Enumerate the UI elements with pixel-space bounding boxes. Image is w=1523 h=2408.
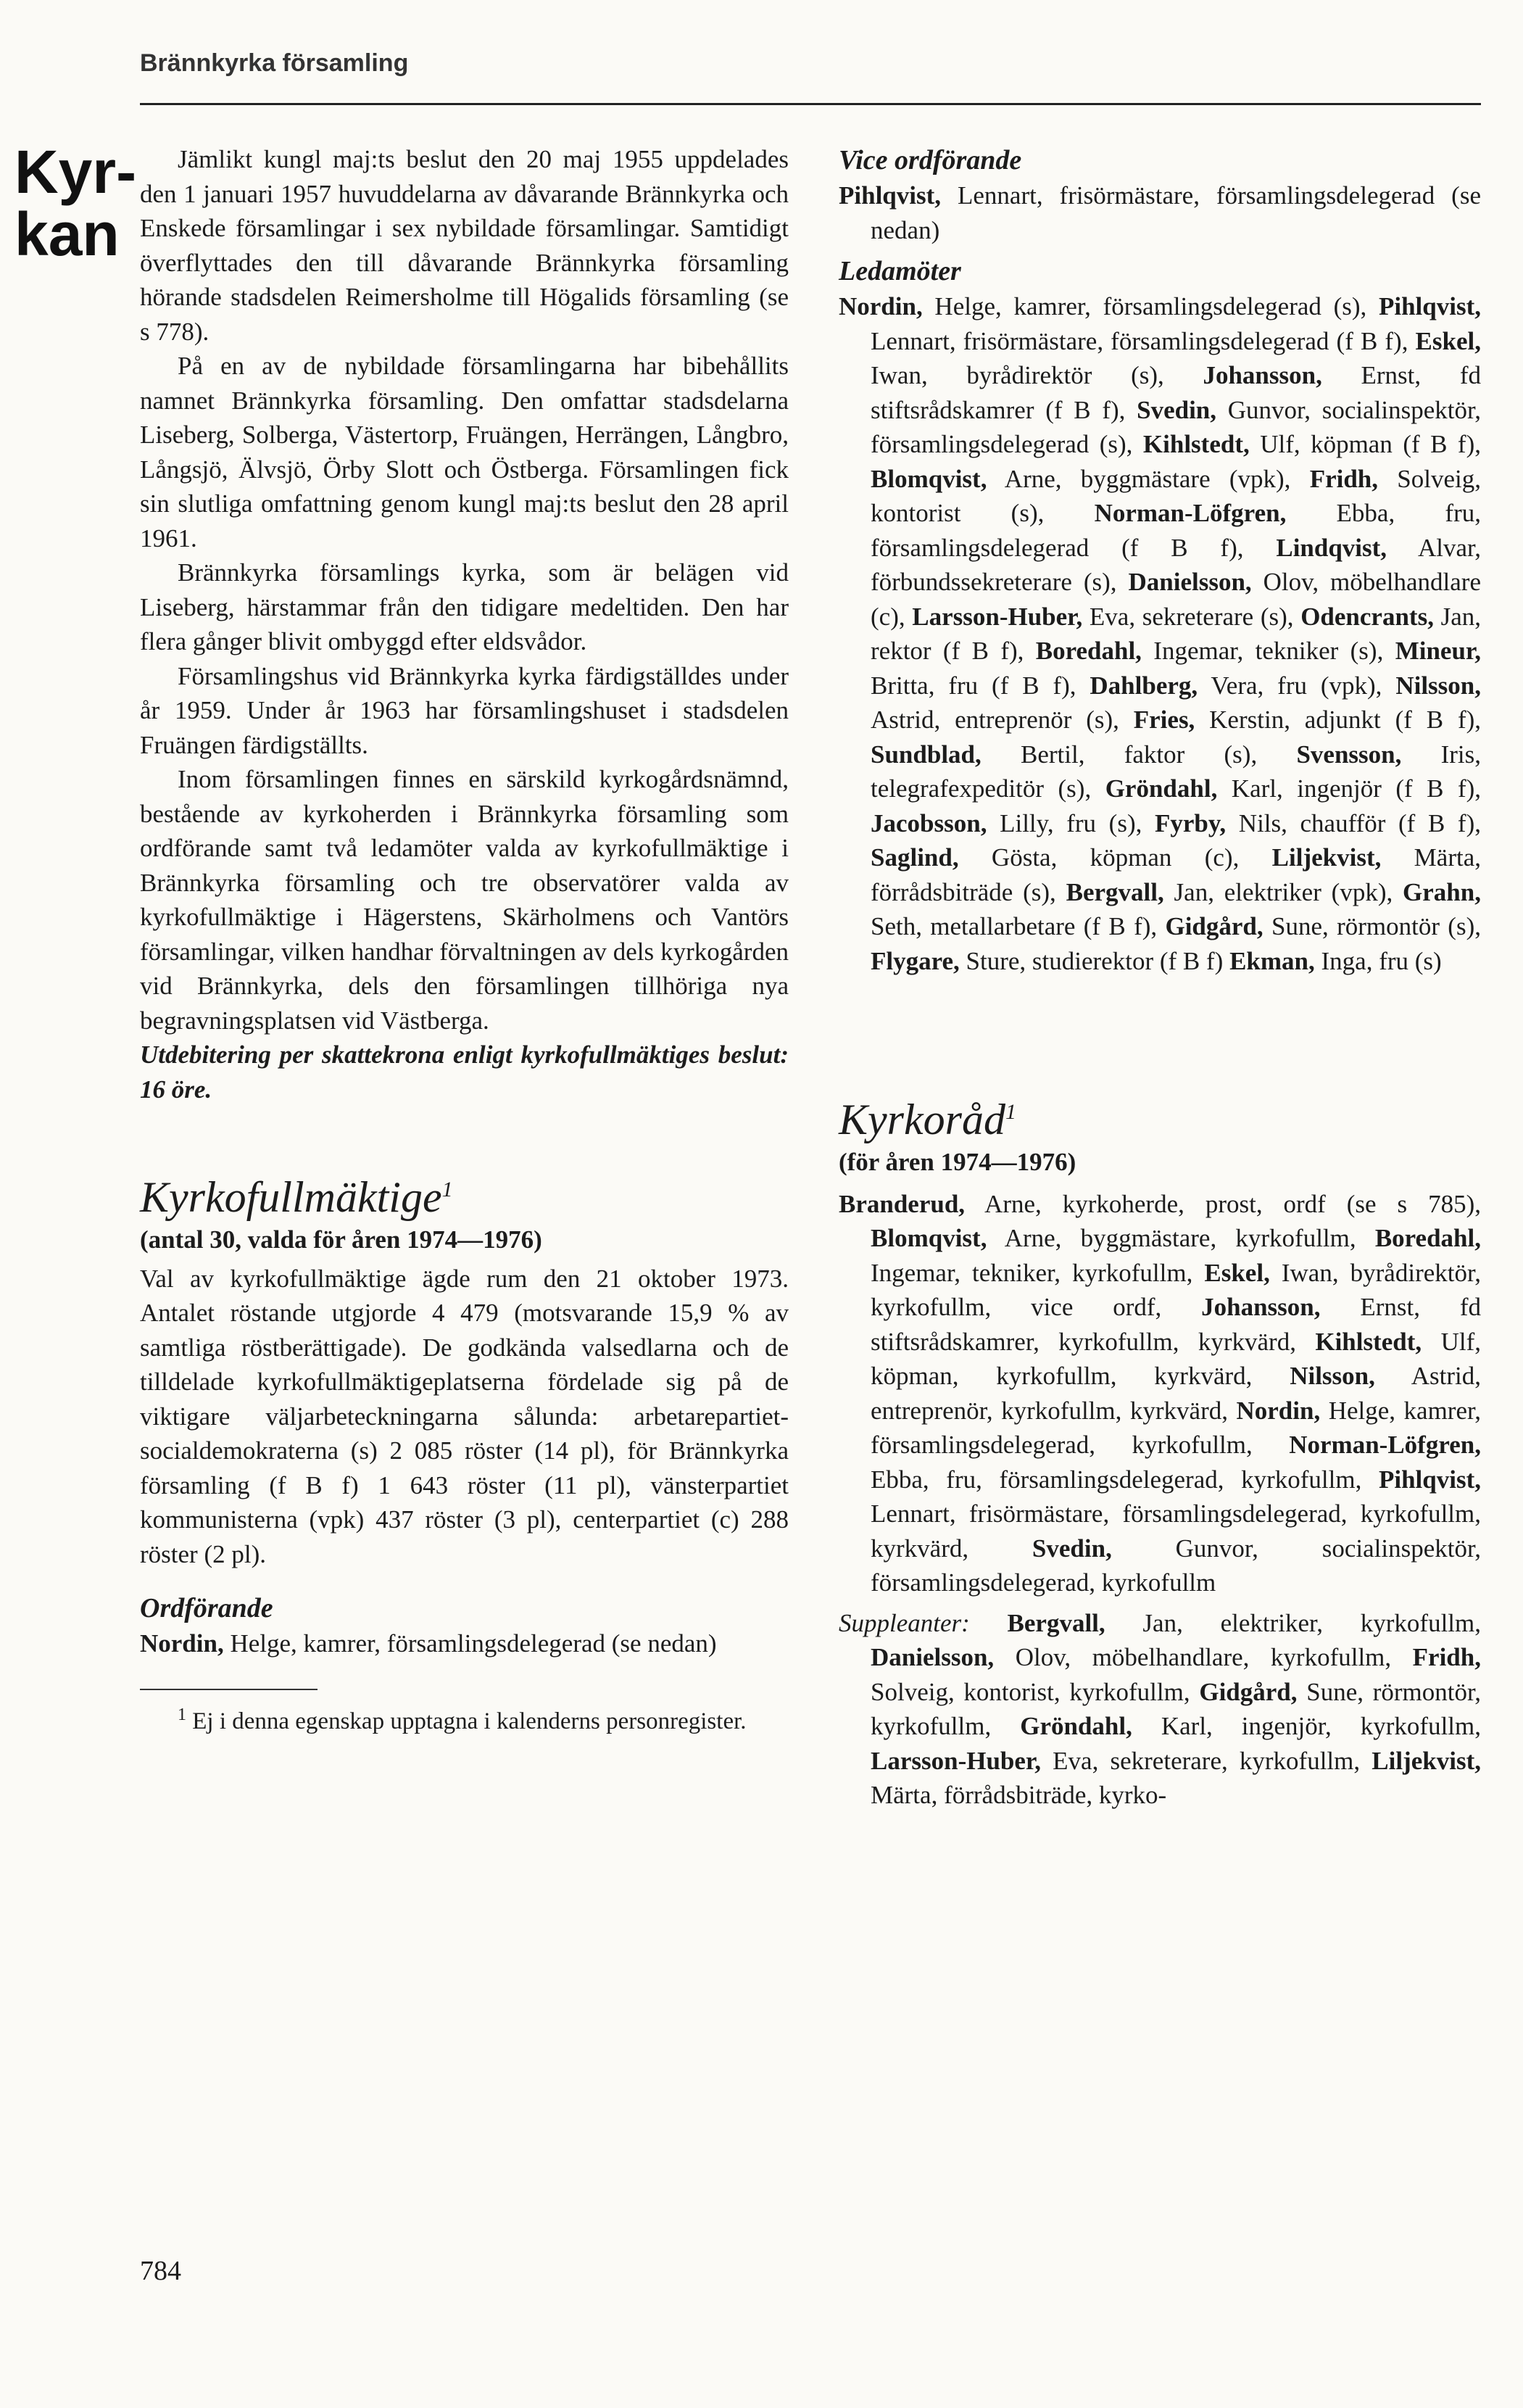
ledamot-name: Bergvall, — [1066, 877, 1164, 906]
kyrkorad-member-name: Nordin, — [1236, 1396, 1321, 1425]
section-marker-line1: Kyr- — [14, 138, 137, 206]
ledamot-name: Dahlberg, — [1090, 671, 1198, 700]
ledamot-name: Nordin, — [839, 292, 923, 320]
suppleanter-list — [839, 1606, 1481, 1813]
footnote-mark: 1 — [178, 1705, 186, 1724]
ledamot-desc: Solveig, kontorist (s), — [871, 464, 1481, 527]
election-text: Val av kyrkofullmäktige ägde rum den 21 oktober 1973. Antalet röstande utgjorde 4 479 (motsvarande 15,9 % av samtliga röstberättigade). De godkända valsedlarna och de tilldelade kyrkofullmäktigeplatserna fördelade sig på de viktigare väljarbeteckningarna sålunda: arbetarepartiet-socialdemokraterna (s) 2 085 röster (14 pl), för Brännkyrka församling (f B f) 1 643 röster (11 pl), vänsterpartiet kommunisterna (vpk) 437 röster (3 pl), centerpartiet (c) 288 röster (2 pl). — [140, 1264, 789, 1568]
ledamoter-heading: Ledamöter — [839, 256, 961, 286]
footnote-rule — [140, 1689, 318, 1690]
suppleant-desc: Solveig, kontorist, kyrkofullm, — [871, 1677, 1200, 1706]
ledamot-desc: Ingemar, tekniker (s), — [1141, 637, 1395, 665]
suppleant-name: Gröndahl, — [1020, 1712, 1132, 1740]
ledamot-name: Liljekvist, — [1271, 843, 1382, 872]
kyrkorad-member-name: Blomqvist, — [871, 1224, 987, 1252]
ledamot-name: Boredahl, — [1035, 637, 1142, 665]
footnote-text: Ej i denna egenskap upptagna i kalenderns personregister. — [186, 1708, 747, 1734]
ledamot-desc: Lilly, fru (s), — [987, 808, 1155, 837]
ledamot-name: Flygare, — [871, 946, 960, 975]
suppleant-desc: Sune, rörmontör, kyrkofullm, — [871, 1677, 1481, 1740]
ledamot-desc: Nils, chaufför (f B f), — [1226, 808, 1481, 837]
ledamot-desc: Ebba, fru, församlingsdelegerad (f B f), — [871, 499, 1481, 562]
kyrkofullmaktige-heading — [140, 1164, 789, 1222]
suppleant-desc: Olov, möbelhandlare, kyrkofullm, — [994, 1643, 1413, 1671]
ledamot-desc: Inga, fru (s) — [1314, 946, 1442, 975]
ledamot-desc: Arne, byggmästare (vpk), — [987, 464, 1310, 493]
footnote-ref: 1 — [441, 1178, 453, 1201]
vice-ordforande-desc: Lennart, frisörmästare, församlingsdelegerad (se nedan) — [871, 181, 1481, 244]
kyrkorad-member-name: Eskel, — [1204, 1258, 1270, 1287]
kyrkorad-member-desc: Iwan, byrådirektör, kyrkofullm, vice ordf, — [871, 1258, 1481, 1321]
paragraph-church: Brännkyrka församlings kyrka, som är belägen vid Liseberg, härstammar från den tidigare medeltiden. Den har flera gånger blivit ombyggd efter eldsvådor. — [140, 558, 789, 655]
page-number: 784 — [140, 2256, 181, 2286]
ledamot-name: Johansson, — [1203, 361, 1322, 389]
ledamot-name: Odencrants, — [1300, 602, 1434, 631]
kyrkorad-member-desc: Lennart, frisörmästare, församlingsdelegerad, kyrkofullm, kyrkvärd, — [871, 1499, 1481, 1563]
ledamot-desc: Sune, rörmontör (s), — [1263, 912, 1481, 940]
ledamot-name: Svedin, — [1137, 395, 1217, 424]
ledamot-name: Eskel, — [1415, 326, 1481, 355]
ledamot-desc: Britta, fru (f B f), — [871, 671, 1090, 700]
kyrkorad-member-name: Norman-Löfgren, — [1289, 1431, 1481, 1459]
ordforande-heading: Ordförande — [140, 1593, 273, 1623]
ledamot-desc: Jan, elektriker (vpk), — [1163, 877, 1403, 906]
suppleant-desc: Jan, elektriker, kyrkofullm, — [1105, 1608, 1481, 1637]
ledamot-desc: Bertil, faktor (s), — [981, 740, 1297, 769]
ledamot-name: Sundblad, — [871, 740, 982, 769]
kyrkorad-member-desc: Arne, kyrkoherde, prost, ordf (se s 785), — [965, 1189, 1481, 1218]
ledamot-desc: Jan, rektor (f B f), — [871, 602, 1481, 665]
suppleant-name: Bergvall, — [969, 1608, 1105, 1637]
tax-rate: Utdebitering per skattekrona enligt kyrkofullmäktiges beslut: 16 öre. — [140, 1040, 789, 1104]
ledamot-name: Ekman, — [1229, 946, 1315, 975]
kyrkorad-member-name: Pihlqvist, — [1378, 1465, 1481, 1494]
section-marker-line2: kan — [14, 200, 120, 268]
kyrkorad-member-name: Boredahl, — [1374, 1224, 1481, 1252]
ledamot-desc: Olov, möbelhandlare (c), — [871, 568, 1481, 631]
kyrkorad-member-desc: Ingemar, tekniker, kyrkofullm, — [871, 1258, 1205, 1287]
footnote — [140, 1699, 789, 1737]
ledamot-name: Mineur, — [1395, 637, 1481, 665]
ledamot-name: Saglind, — [871, 843, 959, 872]
vice-ordforande-name: Pihlqvist, — [839, 181, 942, 210]
vice-ordforande-entry — [839, 178, 1481, 247]
ordforande-desc: Helge, kamrer, församlingsdelegerad (se nedan) — [223, 1629, 717, 1658]
right-column — [839, 142, 1481, 1813]
suppleant-name: Liljekvist, — [1371, 1746, 1481, 1775]
ledamot-name: Jacobsson, — [871, 808, 987, 837]
kyrkorad-member-desc: Ernst, fd stiftsrådskamrer, kyrkofullm, kyrkvärd, — [871, 1293, 1481, 1356]
ledamot-name: Lindqvist, — [1276, 533, 1387, 562]
suppleant-desc: Märta, förrådsbiträde, kyrko- — [871, 1781, 1167, 1809]
ledamot-desc: Sture, studierektor (f B f) — [959, 946, 1230, 975]
header-rule — [140, 103, 1481, 105]
section-marker — [14, 138, 137, 268]
ledamot-desc: Seth, metallarbetare (f B f), — [871, 912, 1166, 940]
kyrkorad-heading — [839, 1087, 1481, 1145]
ledamot-desc: Astrid, entreprenör (s), — [871, 706, 1134, 734]
suppleanter-label: Suppleanter: — [839, 1608, 970, 1637]
suppleant-desc: Karl, ingenjör, kyrkofullm, — [1132, 1712, 1481, 1740]
kyrkofullmaktige-title: Kyrkofullmäktige — [140, 1173, 442, 1221]
suppleant-name: Fridh, — [1412, 1643, 1481, 1671]
ledamot-name: Fridh, — [1309, 464, 1379, 493]
ledamot-desc: Gösta, köpman (c), — [958, 843, 1272, 872]
ledamot-name: Fyrby, — [1154, 808, 1227, 837]
ledamot-desc: Iris, telegrafexpeditör (s), — [871, 740, 1481, 803]
ledamot-name: Nilsson, — [1395, 671, 1481, 700]
ledamot-name: Gidgård, — [1165, 912, 1263, 940]
ledamoter-list — [839, 289, 1481, 978]
running-header: Brännkyrka församling — [140, 49, 409, 77]
ledamot-desc: Eva, sekreterare (s), — [1082, 602, 1301, 631]
kyrkorad-subtitle: (för åren 1974—1976) — [839, 1148, 1076, 1176]
ledamot-desc: Lennart, frisörmästare, församlingsdelegerad (f B f), — [871, 326, 1416, 355]
kyrkorad-member-desc: Ebba, fru, församlingsdelegerad, kyrkofullm, — [871, 1465, 1379, 1494]
suppleant-name: Danielsson, — [871, 1643, 995, 1671]
ledamot-desc: Ernst, fd stiftsrådskamrer (f B f), — [871, 361, 1481, 424]
ledamot-name: Kihlstedt, — [1142, 430, 1250, 458]
ledamot-name: Pihlqvist, — [1378, 292, 1481, 320]
ledamot-desc: Alvar, förbundssekreterare (s), — [871, 533, 1482, 596]
ledamot-desc: Gunvor, socialinspektör, församlingsdelegerad (s), — [871, 395, 1481, 458]
kyrkorad-member-name: Kihlstedt, — [1315, 1327, 1422, 1356]
ledamot-desc: Helge, kamrer, församlingsdelegerad (s), — [922, 292, 1379, 320]
ledamot-name: Danielsson, — [1128, 568, 1252, 596]
paragraph-parish-house: Församlingshus vid Brännkyrka kyrka färdigställdes under år 1959. Under år 1963 har församlingshuset i stadsdelen Fruängen färdigställts. — [140, 661, 789, 759]
footnote-ref: 1 — [1005, 1100, 1016, 1124]
ordforande-entry — [140, 1626, 789, 1661]
kyrkorad-member-desc: Helge, kamrer, församlingsdelegerad, kyrkofullm, — [871, 1396, 1481, 1459]
suppleant-name: Larsson-Huber, — [871, 1746, 1042, 1775]
ledamot-desc: Märta, förrådsbiträde (s), — [871, 843, 1481, 906]
ledamot-desc: Ulf, köpman (f B f), — [1249, 430, 1481, 458]
suppleant-name: Gidgård, — [1199, 1677, 1298, 1706]
kyrkorad-member-name: Branderud, — [839, 1189, 966, 1218]
kyrkorad-member-desc: Gunvor, socialinspektör, församlingsdelegerad, kyrkofullm — [871, 1534, 1481, 1597]
kyrkorad-member-name: Nilsson, — [1290, 1362, 1375, 1390]
ledamot-desc: Vera, fru (vpk), — [1198, 671, 1396, 700]
kyrkorad-member-name: Johansson, — [1201, 1293, 1321, 1321]
paragraph-cemetery-board: Inom församlingen finnes en särskild kyrkogårdsnämnd, bestående av kyrkoherden i Brännkyrka församling som ordförande samt två ledamöter valda av kyrkofullmäktige i Brännkyrka församling och tre observatörer valda av kyrkofullmäktige i Hägerstens, Skärholmens och Vantörs församlingar, vilken handhar förvaltningen av dels kyrkogården vid Brännkyrka, dels den församlingen tillhöriga nya begravningsplatsen vid Västberga. — [140, 765, 789, 1035]
ledamot-name: Larsson-Huber, — [912, 602, 1083, 631]
kyrkorad-list — [839, 1187, 1481, 1600]
ledamot-name: Gröndahl, — [1105, 774, 1218, 803]
kyrkorad-member-desc: Ulf, köpman, kyrkofullm, kyrkvärd, — [871, 1327, 1481, 1390]
ledamot-name: Grahn, — [1403, 877, 1481, 906]
ledamot-desc: Kerstin, adjunkt (f B f), — [1195, 706, 1482, 734]
ledamot-name: Svensson, — [1296, 740, 1402, 769]
paragraph-intro: Jämlikt kungl maj:ts beslut den 20 maj 1955 uppdelades den 1 januari 1957 huvuddelarna av dåvarande Brännkyrka och Enskede församlingar i sex nybildade församlingar. Samtidigt överflyttades den till dåvarande Brännkyrka församling hörande stadsdelen Reimersholme till Högalids församling (se s 778). — [140, 145, 789, 346]
kyrkorad-member-desc: Arne, byggmästare, kyrkofullm, — [987, 1224, 1375, 1252]
vice-ordforande-heading: Vice ordförande — [839, 145, 1022, 175]
ledamot-name: Fries, — [1133, 706, 1195, 734]
ordforande-name: Nordin, — [140, 1629, 224, 1658]
ledamot-desc: Karl, ingenjör (f B f), — [1217, 774, 1482, 803]
left-column — [140, 142, 789, 1737]
kyrkofullmaktige-subtitle: (antal 30, valda för åren 1974—1976) — [140, 1225, 542, 1254]
ledamot-name: Blomqvist, — [871, 464, 987, 493]
paragraph-name: På en av de nybildade församlingarna har bibehållits namnet Brännkyrka församling. Den omfattar stadsdelarna Liseberg, Solberga, Västertorp, Fruängen, Herrängen, Långbro, Långsjö, Älvsjö, Örby Slott och Östberga. Församlingen fick sin slutliga omfattning genom kungl maj:ts beslut den 28 april 1961. — [140, 352, 789, 553]
kyrkorad-title: Kyrkoråd — [839, 1096, 1005, 1143]
kyrkorad-member-desc: Astrid, entreprenör, kyrkofullm, kyrkvärd, — [871, 1362, 1481, 1425]
ledamot-desc: Iwan, byrådirektör (s), — [871, 361, 1203, 389]
kyrkorad-member-name: Svedin, — [1032, 1534, 1112, 1563]
suppleant-desc: Eva, sekreterare, kyrkofullm, — [1041, 1746, 1372, 1775]
ledamot-name: Norman-Löfgren, — [1094, 499, 1287, 527]
